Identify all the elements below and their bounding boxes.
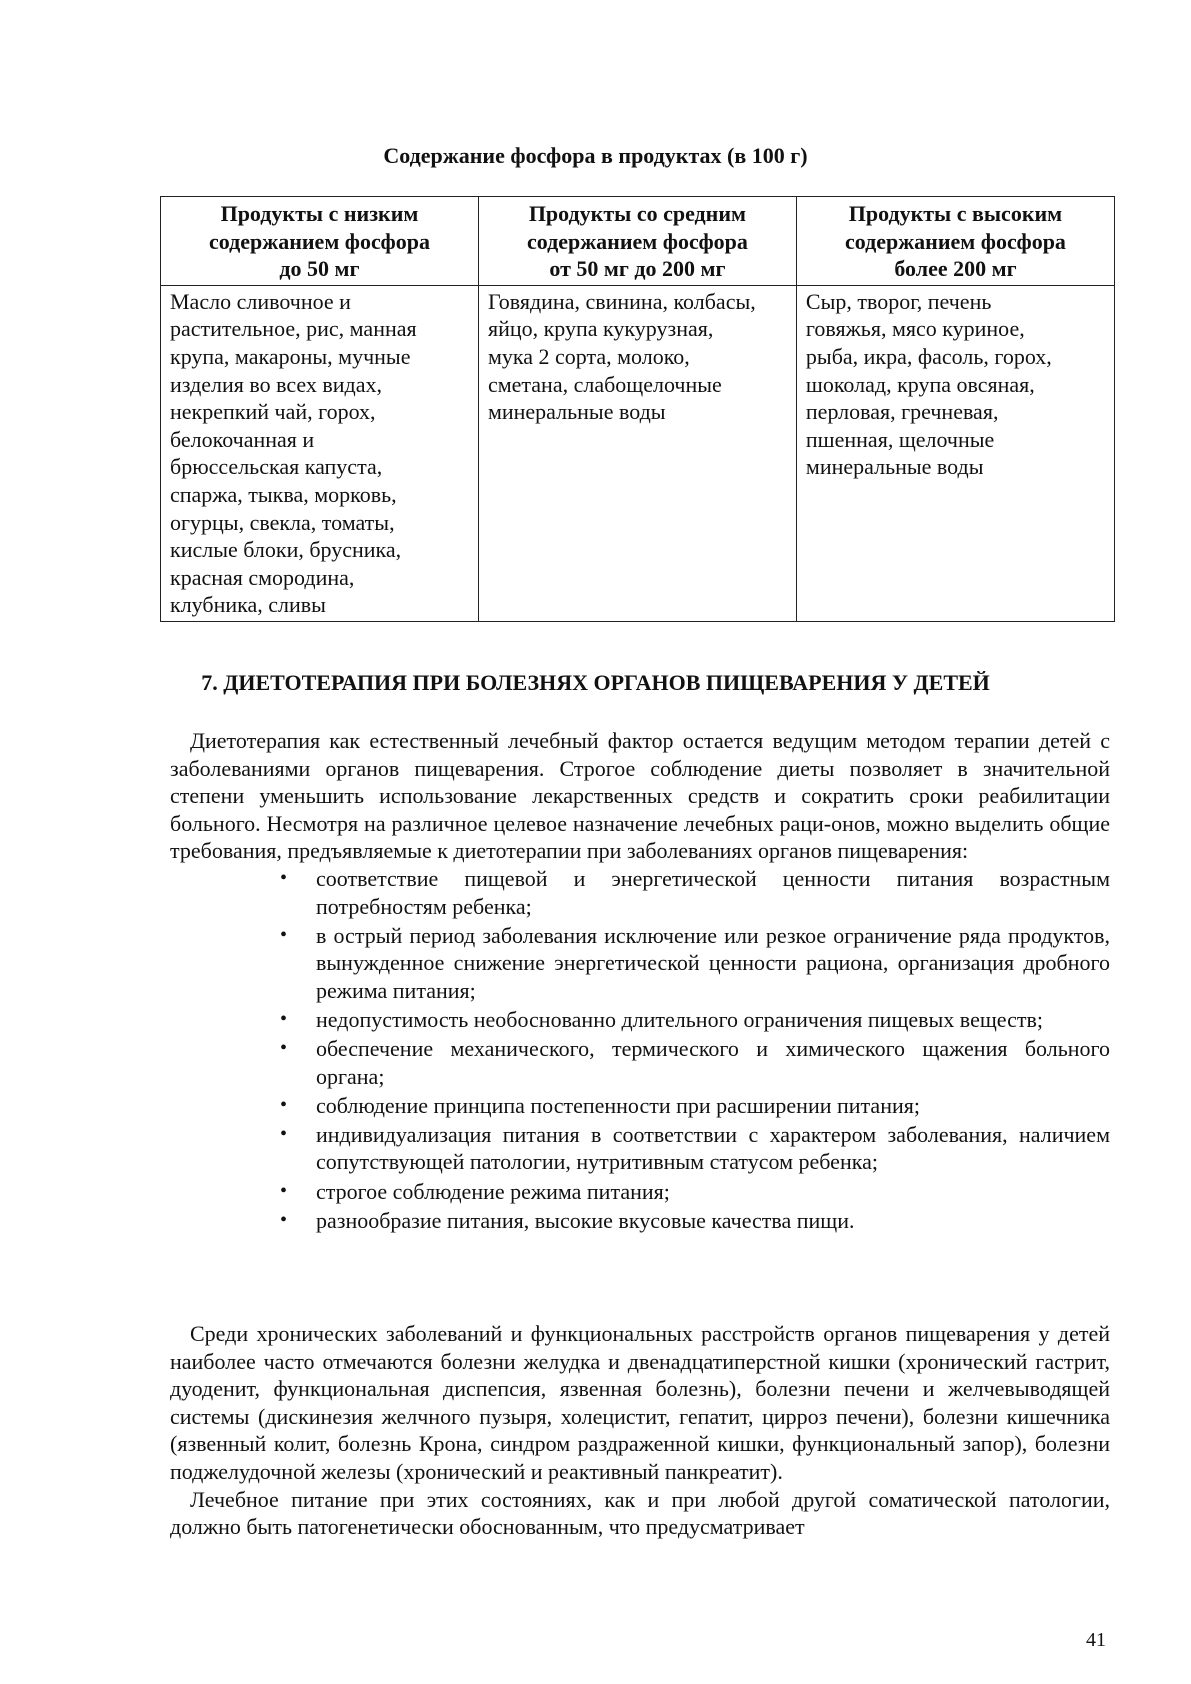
bullet-icon: • [280, 1208, 288, 1231]
header-low-phosphorus: Продукты с низким содержанием фосфора до 50 мг [161, 197, 479, 286]
bullet-icon: • [280, 1037, 288, 1060]
section-heading: 7. ДИЕТОТЕРАПИЯ ПРИ БОЛЕЗНЯХ ОРГАНОВ ПИЩЕВАРЕНИЯ У ДЕТЕЙ [201, 670, 990, 695]
list-item: • в острый период заболевания исключение или резкое ограничение ряда продуктов, вынужденное снижение энергетической ценности рациона, организация дробного режима питания; [280, 922, 1110, 1003]
page-number: 41 [1086, 1629, 1106, 1651]
bullet-icon: • [280, 1179, 288, 1202]
list-item: • строгое соблюдение режима питания; [280, 1178, 670, 1204]
list-item: • разнообразие питания, высокие вкусовые качества пищи. [280, 1207, 855, 1233]
table-header-row [161, 197, 1115, 286]
intro-section [170, 727, 1110, 1234]
header-medium-phosphorus: Продукты со средним содержанием фосфора от 50 мг до 200 мг [478, 197, 796, 286]
chronic-diseases-section [170, 1320, 1110, 1541]
body-paragraph: Лечебное питание при этих состояниях, как и при любой другой соматической патологии, должно быть патогенетически обоснованным, что предусматривает [170, 1486, 1110, 1540]
phosphorus-table [160, 196, 1115, 622]
list-item: • недопустимость необоснованно длительного ограничения пищевых веществ; [280, 1006, 1043, 1032]
bullet-icon: • [280, 1007, 288, 1030]
intro-paragraph: Диетотерапия как естественный лечебный фактор остается ведущим методом терапии детей с заболеваниями органов пищеварения. Строгое соблюдение диеты позволяет в значительной степени уменьшить использование лекарственных средств и сократить сроки реабилитации больного. Несмотря на различное целевое назначение лечебных раци-онов, можно выделить общие требования, предъявляемые к диетотерапии при заболеваниях органов пищеварения: [170, 728, 1110, 864]
cell-high-phosphorus-foods: Сыр, творог, печень говяжья, мясо куриное, рыба, икра, фасоль, горох, шоколад, крупа овсяная, перловая, гречневая, пшенная, щелочные минеральные воды [796, 285, 1114, 621]
cell-medium-phosphorus-foods: Говядина, свинина, колбасы, яйцо, крупа кукурузная, мука 2 сорта, молоко, сметана, слабощелочные минеральные воды [478, 285, 796, 621]
list-item: • обеспечение механического, термического и химического щажения больного органа; [280, 1036, 1110, 1089]
header-high-phosphorus: Продукты с высоким содержанием фосфора более 200 мг [796, 197, 1114, 286]
bullet-icon: • [280, 866, 288, 889]
table-row [161, 285, 1115, 621]
bullet-icon: • [280, 1122, 288, 1145]
bullet-icon: • [280, 1093, 288, 1116]
cell-low-phosphorus-foods: Масло сливочное и растительное, рис, манная крупа, макароны, мучные изделия во всех видах, некрепкий чай, горох, белокочанная и брюссельская капуста, спаржа, тыква, морковь, огурцы, свекла, томаты, кислые блоки, брусника, красная смородина, клубника, сливы [161, 285, 479, 621]
list-item: • соблюдение принципа постепенности при расширении питания; [280, 1092, 920, 1118]
body-paragraph: Среди хронических заболеваний и функциональных расстройств органов пищеварения у детей наиболее часто отмечаются болезни желудка и двенадцатиперстной кишки (хронический гастрит, дуоденит, функциональная диспепсия, язвенная болезнь), болезни печени и желчевыводящей системы (дискинезия желчного пузыря, холецистит, гепатит, цирроз печени), болезни кишечника (язвенный колит, болезнь Крона, синдром раздраженной кишки, функциональный запор), болезни поджелудочной железы (хронический и реактивный панкреатит). [170, 1321, 1110, 1484]
requirements-list [170, 865, 1110, 1234]
list-item: • соответствие пищевой и энергетической ценности питания возрастным потребностям ребенка; [280, 865, 1110, 919]
bullet-icon: • [280, 923, 288, 946]
table-caption: Содержание фосфора в продуктах (в 100 г) [383, 143, 808, 168]
list-item: • индивидуализация питания в соответствии с характером заболевания, наличием сопутствующей патологии, нутритивным статусом ребенка; [280, 1121, 1110, 1175]
